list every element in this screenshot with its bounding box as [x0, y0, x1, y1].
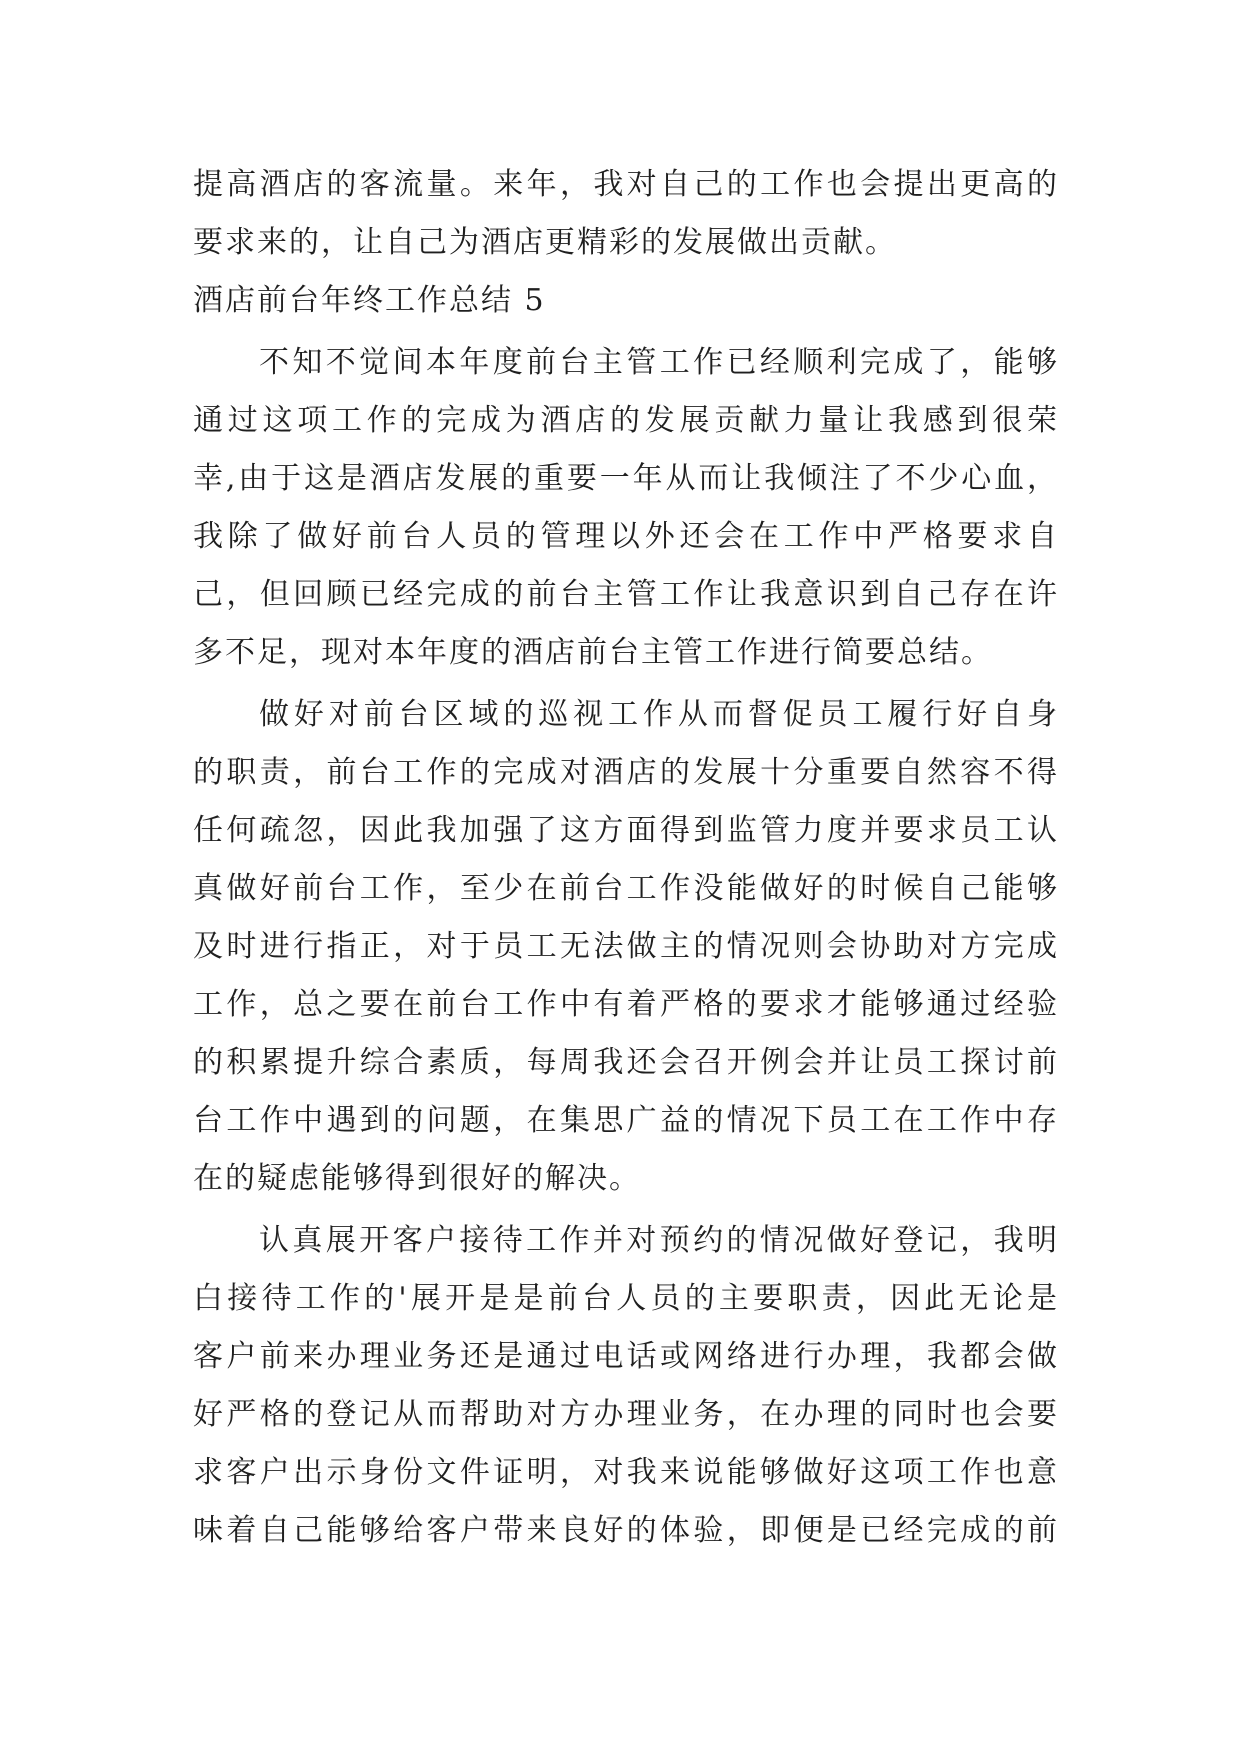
text-line: 提高酒店的客流量。来年，我对自己的工作也会提出更高的 [193, 167, 1057, 202]
text-line: 做好对前台区域的巡视工作从而督促员工履行好自身 [259, 697, 1057, 732]
text-line: 己，但回顾已经完成的前台主管工作让我意识到自己存在许 [193, 577, 1057, 612]
text-line: 的积累提升综合素质，每周我还会召开例会并让员工探讨前 [193, 1045, 1057, 1080]
text-line: 我除了做好前台人员的管理以外还会在工作中严格要求自 [193, 519, 1057, 554]
document-body [193, 156, 1057, 1560]
text-line: 及时进行指正，对于员工无法做主的情况则会协助对方完成 [193, 929, 1057, 964]
text-line: 任何疏忽，因此我加强了这方面得到监管力度并要求员工认 [193, 813, 1057, 848]
text-line: 味着自己能够给客户带来良好的体验，即便是已经完成的前 [193, 1513, 1057, 1548]
paragraph-1 [193, 334, 1057, 682]
text-line: 求客户出示身份文件证明，对我来说能够做好这项工作也意 [193, 1455, 1057, 1490]
paragraph-3 [193, 1212, 1057, 1560]
text-line: 不知不觉间本年度前台主管工作已经顺利完成了，能够 [259, 345, 1057, 380]
continuation-paragraph [193, 156, 1057, 272]
text-line: 工作，总之要在前台工作中有着严格的要求才能够通过经验 [193, 987, 1057, 1022]
text-line: 客户前来办理业务还是通过电话或网络进行办理，我都会做 [193, 1339, 1057, 1374]
text-line: 在的疑虑能够得到很好的解决。 [193, 1161, 641, 1196]
text-line: 的职责，前台工作的完成对酒店的发展十分重要自然容不得 [193, 755, 1057, 790]
text-line: 多不足，现对本年度的酒店前台主管工作进行简要总结。 [193, 635, 993, 670]
text-line: 真做好前台工作，至少在前台工作没能做好的时候自己能够 [193, 871, 1057, 906]
text-line: 好严格的登记从而帮助对方办理业务，在办理的同时也会要 [193, 1397, 1057, 1432]
text-line: 白接待工作的'展开是是前台人员的主要职责，因此无论是 [193, 1281, 1057, 1316]
text-line: 通过这项工作的完成为酒店的发展贡献力量让我感到很荣 [193, 403, 1057, 438]
text-line: 幸,由于这是酒店发展的重要一年从而让我倾注了不少心血， [193, 461, 1057, 496]
text-line: 认真展开客户接待工作并对预约的情况做好登记，我明 [259, 1223, 1057, 1258]
section-title: 酒店前台年终工作总结 5 [193, 283, 546, 318]
paragraph-2 [193, 686, 1057, 1208]
text-line: 台工作中遇到的问题，在集思广益的情况下员工在工作中存 [193, 1103, 1057, 1138]
text-line: 要求来的，让自己为酒店更精彩的发展做出贡献。 [193, 225, 897, 260]
